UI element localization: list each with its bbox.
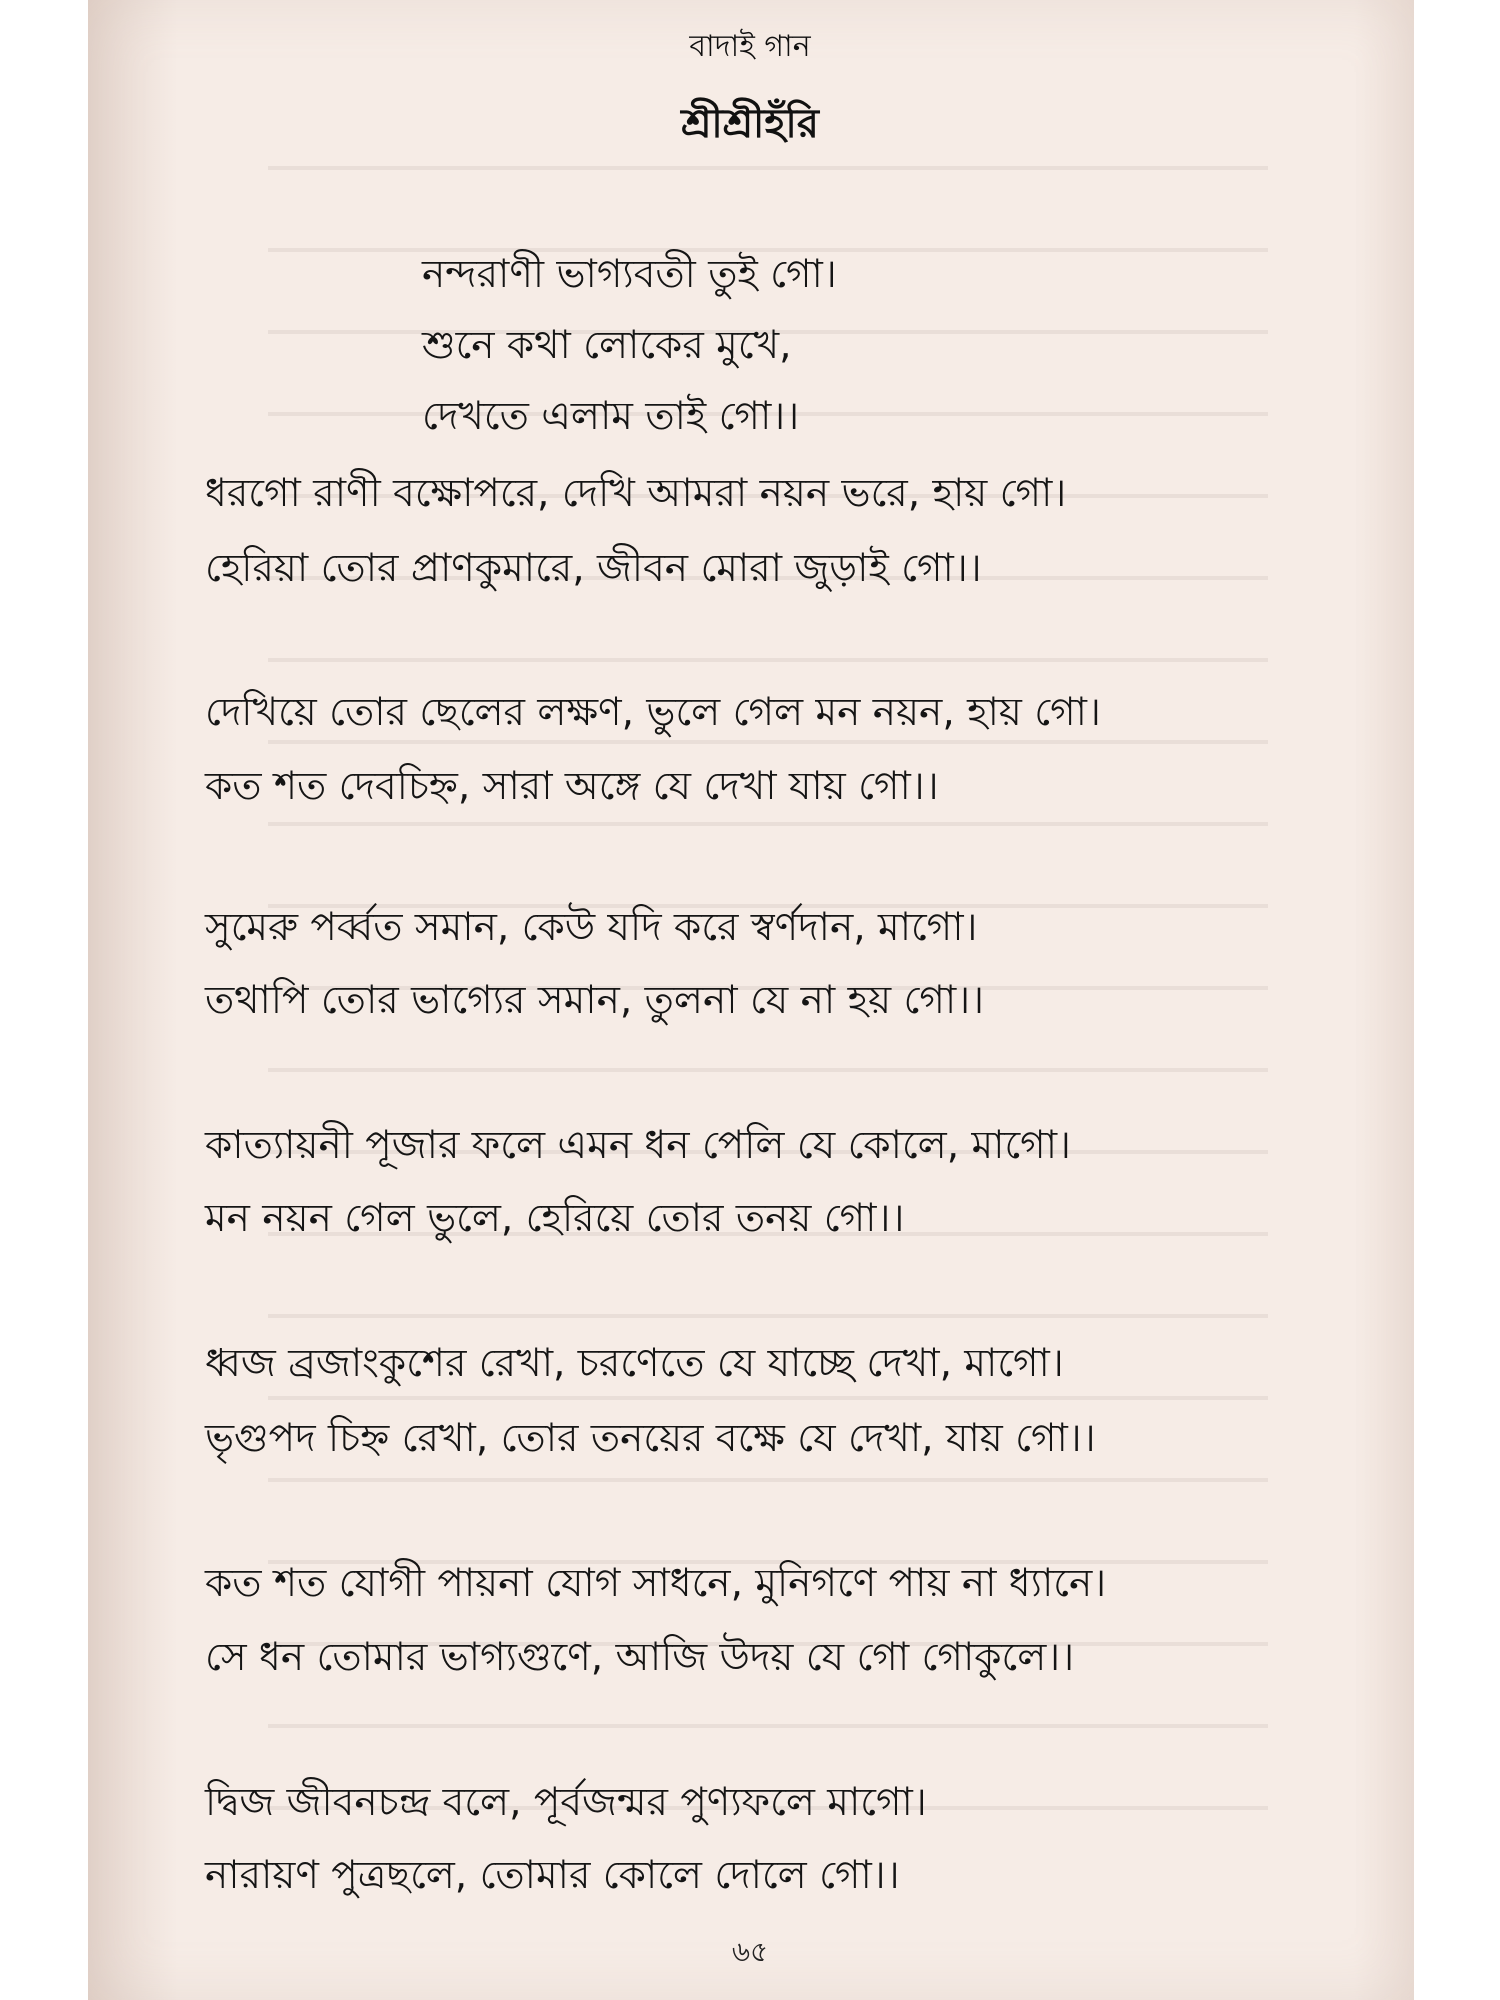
stanza-1-line-2: হেরিয়া তোর প্রাণকুমারে, জীবন মোরা জুড়াই গো।। bbox=[205, 546, 982, 591]
stanza-3-line-1: সুমেরু পর্ব্বত সমান, কেউ যদি করে স্বর্ণদান, মাগো। bbox=[205, 905, 978, 950]
stanza-4-line-1: কাত্যায়নী পূজার ফলে এমন ধন পেলি যে কোলে, মাগো। bbox=[205, 1123, 1071, 1168]
page-number: ৬৫ bbox=[731, 1935, 769, 1968]
stanza-5-line-2: ভৃগুপদ চিহ্ন রেখা, তোর তনয়ের বক্ষে যে দেখা, যায় গো।। bbox=[205, 1416, 1096, 1461]
stanza-3-line-2: তথাপি তোর ভাগ্যের সমান, তুলনা যে না হয় গো।। bbox=[205, 978, 985, 1023]
stanza-6-line-1: কত শত যোগী পায়না যোগ সাধনে, মুনিগণে পায় না ধ্যানে। bbox=[205, 1561, 1107, 1606]
refrain-line-1: নন্দরাণী ভাগ্যবতী তুই গো। bbox=[422, 252, 837, 297]
stanza-7-line-2: নারায়ণ পুত্রছলে, তোমার কোলে দোলে গো।। bbox=[205, 1853, 900, 1898]
stanza-7-line-1: দ্বিজ জীবনচন্দ্র বলে, পূর্বজন্মর পুণ্যফলে মাগো। bbox=[205, 1780, 927, 1825]
running-head: বাদাই গান bbox=[689, 29, 811, 64]
invocation-title: শ্রীশ্রীহঁরি bbox=[681, 101, 819, 147]
stanza-6-line-2: সে ধন তোমার ভাগ্যগুণে, আজি উদয় যে গো গোকুলে।। bbox=[205, 1635, 1075, 1680]
stanza-2-line-1: দেখিয়ে তোর ছেলের লক্ষণ, ভুলে গেল মন নয়ন, হায় গো। bbox=[205, 690, 1101, 735]
stanza-5-line-1: ধ্বজ ব্রজাংকুশের রেখা, চরণেতে যে যাচ্ছে দেখা, মাগো। bbox=[205, 1341, 1064, 1386]
stanza-2-line-2: কত শত দেবচিহ্ন, সারা অঙ্গে যে দেখা যায় গো।। bbox=[205, 764, 939, 809]
refrain-line-3: দেখতে এলাম তাই গো।। bbox=[422, 394, 800, 439]
refrain-line-2: শুনে কথা লোকের মুখে, bbox=[422, 323, 792, 368]
stanza-4-line-2: মন নয়ন গেল ভুলে, হেরিয়ে তোর তনয় গো।। bbox=[205, 1196, 905, 1241]
stanza-1-line-1: ধরগো রাণী বক্ষোপরে, দেখি আমরা নয়ন ভরে, হায় গো। bbox=[205, 471, 1067, 516]
